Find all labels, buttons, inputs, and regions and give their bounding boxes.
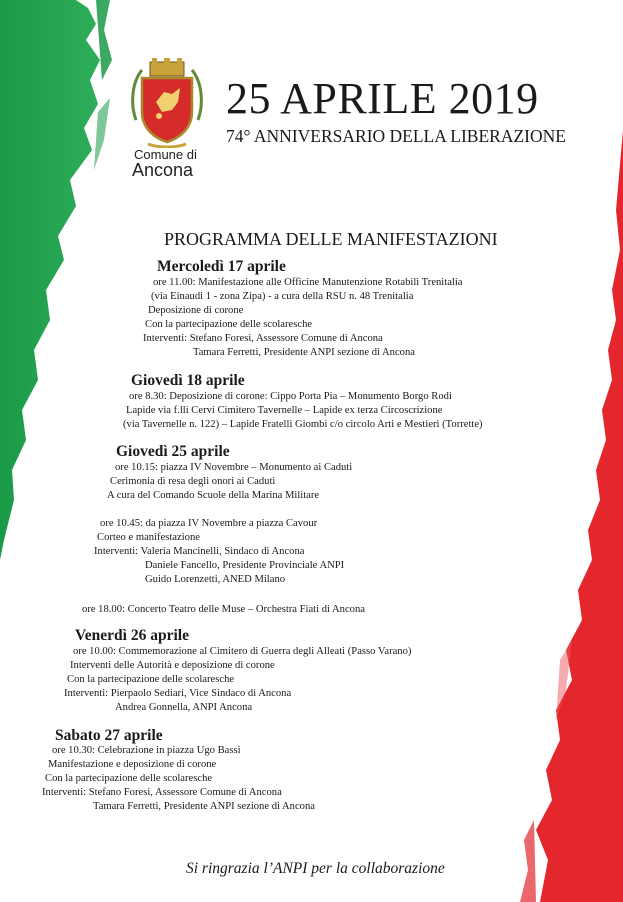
programme-line: Manifestazione e deposizione di corone (48, 759, 217, 770)
watermark-stamp: ©ck (562, 598, 582, 619)
programme-line: ore 8.30: Deposizione di corone: Cippo Porta Pia – Monumento Borgo Rodi (129, 391, 452, 402)
programme-line: Con la partecipazione delle scolaresche (67, 674, 235, 685)
programme-line: Tamara Ferretti, Presidente ANPI sezione di Ancona (93, 801, 315, 812)
programme-line: Guido Lorenzetti, ANED Milano (145, 574, 286, 585)
programme-line: Daniele Fancello, Presidente Provinciale ANPI (145, 560, 345, 571)
programme-line: ore 10.45: da piazza IV Novembre a piazza Cavour (100, 518, 318, 529)
programme-line: Con la partecipazione delle scolaresche (45, 773, 213, 784)
day-heading: Giovedì 18 aprile (131, 372, 245, 389)
red-brush-stroke (536, 130, 623, 902)
programme-line: ore 10.15: piazza IV Novembre – Monumento ai Caduti (115, 462, 353, 473)
programme-line: Tamara Ferretti, Presidente ANPI sezione di Ancona (193, 347, 415, 358)
programme-line: Cerimonia di resa degli onori ai Caduti (110, 476, 276, 487)
programme-line: Corteo e manifestazione (97, 532, 200, 543)
green-brush-streak (94, 98, 110, 170)
closing-thanks: Si ringrazia l’ANPI per la collaborazione (186, 860, 445, 877)
logo-caption-comune: Comune di (134, 147, 197, 162)
programme-line: ore 18.00: Concerto Teatro delle Muse – Orchestra Fiati di Ancona (82, 604, 365, 615)
page-title: 25 APRILE 2019 (226, 74, 539, 123)
programme-line: Interventi: Valeria Mancinelli, Sindaco di Ancona (94, 546, 305, 557)
day-heading: Venerdì 26 aprile (75, 627, 189, 644)
comune-crest-logo (128, 58, 206, 148)
page-subtitle: 74° ANNIVERSARIO DELLA LIBERAZIONE (226, 126, 566, 146)
programme-line: Con la partecipazione delle scolaresche (145, 319, 313, 330)
programme-line: ore 10.30: Celebrazione in piazza Ugo Bassi (52, 745, 241, 756)
programme-line: Lapide via f.lli Cervi Cimitero Tavernelle – Lapide ex terza Circoscrizione (126, 405, 443, 416)
programme-line: Interventi delle Autorità e deposizione di corone (70, 660, 275, 671)
programme-line: A cura del Comando Scuole della Marina Militare (107, 490, 320, 501)
day-heading: Sabato 27 aprile (55, 727, 163, 744)
programme-line: ore 11.00: Manifestazione alle Officine Manutenzione Rotabili Trenitalia (153, 277, 463, 288)
programme-line: (via Tavernelle n. 122) – Lapide Fratelli Giombi c/o circolo Arti e Mestieri (Torrette) (123, 419, 483, 430)
day-heading: Mercoledì 17 aprile (157, 258, 286, 275)
red-brush-streak (520, 820, 536, 902)
green-brush-streak (96, 0, 112, 80)
programme-heading: PROGRAMMA DELLE MANIFESTAZIONI (164, 229, 498, 249)
programme-line: Deposizione di corone (148, 305, 244, 316)
green-brush-stroke (0, 0, 100, 560)
logo-caption-city: Ancona (132, 160, 194, 180)
programme-line: Andrea Gonnella, ANPI Ancona (115, 702, 253, 713)
programme-line: (via Einaudi 1 - zona Zipa) - a cura della RSU n. 48 Trenitalia (151, 291, 414, 302)
programme-line: Interventi: Pierpaolo Sediari, Vice Sindaco di Ancona (64, 688, 292, 699)
programme-line: Interventi: Stefano Foresi, Assessore Comune di Ancona (42, 787, 282, 798)
programme-line: Interventi: Stefano Foresi, Assessore Comune di Ancona (143, 333, 383, 344)
day-heading: Giovedì 25 aprile (116, 443, 230, 460)
programme-line: ore 10.00: Commemorazione al Cimitero di Guerra degli Alleati (Passo Varano) (73, 646, 412, 657)
